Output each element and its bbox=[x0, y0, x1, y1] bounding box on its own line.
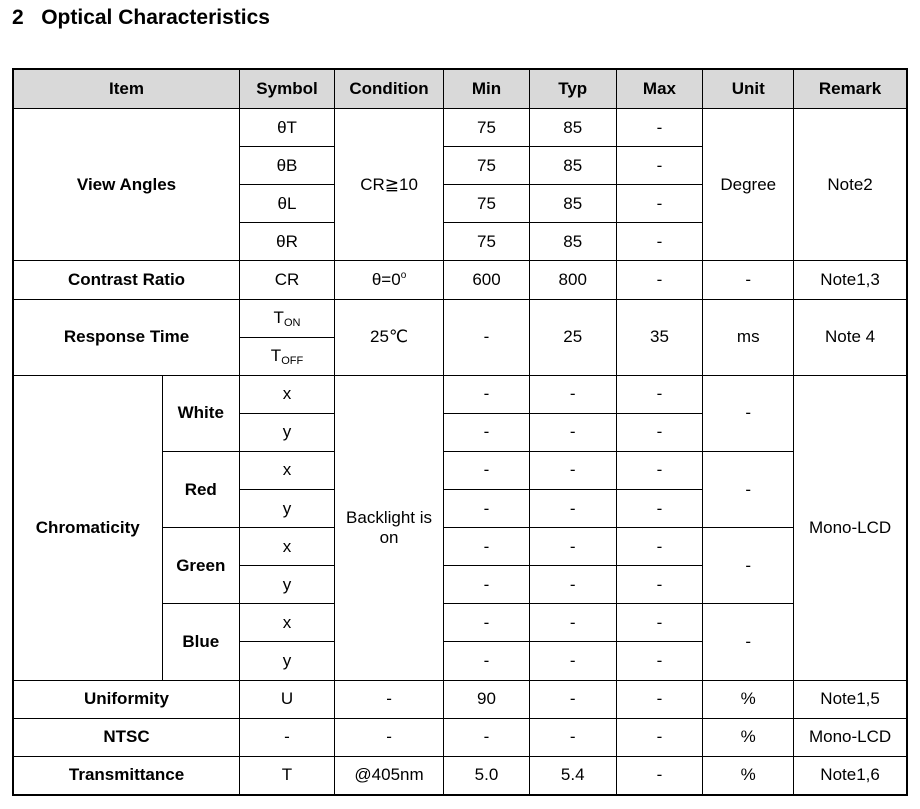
typ-cell: - bbox=[529, 528, 616, 566]
symbol-cell: x bbox=[240, 451, 335, 489]
typ-cell: - bbox=[529, 490, 616, 528]
chromaticity-condition: Backlight is on bbox=[334, 375, 443, 680]
symbol-subscript: ON bbox=[283, 316, 301, 329]
symbol-cell: y bbox=[240, 566, 335, 604]
transmittance-item: Transmittance bbox=[13, 756, 240, 795]
min-cell: 75 bbox=[444, 109, 530, 147]
header-remark: Remark bbox=[794, 69, 907, 109]
symbol-cell: θL bbox=[240, 185, 335, 223]
symbol-main: T bbox=[273, 307, 284, 327]
condition-text: θ=0 bbox=[371, 270, 401, 290]
min-cell: - bbox=[444, 604, 530, 642]
max-cell: - bbox=[616, 642, 703, 680]
min-cell: - bbox=[444, 642, 530, 680]
min-cell: 75 bbox=[444, 147, 530, 185]
typ-cell: - bbox=[529, 680, 616, 718]
section-title: Optical Characteristics bbox=[41, 6, 270, 29]
typ-cell: - bbox=[529, 566, 616, 604]
symbol-cell: CR bbox=[240, 261, 335, 299]
table-row bbox=[13, 756, 907, 795]
max-cell: - bbox=[616, 261, 703, 299]
max-cell: - bbox=[616, 604, 703, 642]
degree-superscript: o bbox=[400, 270, 407, 282]
typ-cell: 85 bbox=[529, 223, 616, 261]
remark-cell: Note1,3 bbox=[794, 261, 907, 299]
chromaticity-item: Chromaticity bbox=[13, 375, 162, 680]
condition-cell: - bbox=[334, 718, 443, 756]
max-cell: - bbox=[616, 451, 703, 489]
max-cell: - bbox=[616, 223, 703, 261]
symbol-cell: U bbox=[240, 680, 335, 718]
min-cell: 90 bbox=[444, 680, 530, 718]
symbol-cell: θR bbox=[240, 223, 335, 261]
min-cell: 75 bbox=[444, 223, 530, 261]
remark-cell: Mono-LCD bbox=[794, 718, 907, 756]
typ-cell: - bbox=[529, 718, 616, 756]
response-time-item: Response Time bbox=[13, 299, 240, 375]
symbol-main: T bbox=[270, 345, 282, 365]
uniformity-item: Uniformity bbox=[13, 680, 240, 718]
unit-cell: - bbox=[703, 375, 794, 451]
max-cell: - bbox=[616, 718, 703, 756]
max-cell: - bbox=[616, 413, 703, 451]
symbol-cell: y bbox=[240, 642, 335, 680]
view-angles-condition: CR≧10 bbox=[334, 109, 443, 261]
typ-cell: - bbox=[529, 413, 616, 451]
typ-cell: - bbox=[529, 451, 616, 489]
optical-characteristics-table bbox=[12, 68, 908, 796]
table-row bbox=[13, 109, 907, 147]
min-cell: - bbox=[444, 299, 530, 375]
view-angles-item: View Angles bbox=[13, 109, 240, 261]
max-cell: 35 bbox=[616, 299, 703, 375]
typ-cell: - bbox=[529, 604, 616, 642]
symbol-cell bbox=[240, 337, 335, 375]
unit-cell: ms bbox=[703, 299, 794, 375]
symbol-cell: θB bbox=[240, 147, 335, 185]
color-label-green: Green bbox=[162, 528, 240, 604]
max-cell: - bbox=[616, 147, 703, 185]
header-min: Min bbox=[444, 69, 530, 109]
ntsc-item: NTSC bbox=[13, 718, 240, 756]
max-cell: - bbox=[616, 185, 703, 223]
min-cell: - bbox=[444, 528, 530, 566]
max-cell: - bbox=[616, 680, 703, 718]
max-cell: - bbox=[616, 375, 703, 413]
symbol-cell: x bbox=[240, 604, 335, 642]
unit-cell: - bbox=[703, 528, 794, 604]
unit-cell: % bbox=[703, 756, 794, 795]
symbol-cell: y bbox=[240, 413, 335, 451]
symbol-cell: y bbox=[240, 490, 335, 528]
remark-cell: Note 4 bbox=[794, 299, 907, 375]
condition-cell: - bbox=[334, 680, 443, 718]
color-label-red: Red bbox=[162, 451, 240, 527]
min-cell: 600 bbox=[444, 261, 530, 299]
symbol-subscript: OFF bbox=[281, 354, 304, 367]
unit-cell: - bbox=[703, 261, 794, 299]
table-row bbox=[13, 299, 907, 337]
response-time-condition: 25℃ bbox=[334, 299, 443, 375]
max-cell: - bbox=[616, 756, 703, 795]
table-row bbox=[13, 718, 907, 756]
header-condition: Condition bbox=[334, 69, 443, 109]
condition-cell: @405nm bbox=[334, 756, 443, 795]
typ-cell: - bbox=[529, 642, 616, 680]
section-number: 2 bbox=[12, 6, 24, 29]
typ-cell: 85 bbox=[529, 185, 616, 223]
min-cell: - bbox=[444, 490, 530, 528]
max-cell: - bbox=[616, 490, 703, 528]
section-heading bbox=[12, 6, 270, 30]
typ-cell: 25 bbox=[529, 299, 616, 375]
view-angles-unit: Degree bbox=[703, 109, 794, 261]
max-cell: - bbox=[616, 566, 703, 604]
chromaticity-remark: Mono-LCD bbox=[794, 375, 907, 680]
typ-cell: 85 bbox=[529, 109, 616, 147]
table-row bbox=[13, 680, 907, 718]
contrast-ratio-item: Contrast Ratio bbox=[13, 261, 240, 299]
typ-cell: 85 bbox=[529, 147, 616, 185]
unit-cell: - bbox=[703, 451, 794, 527]
header-unit: Unit bbox=[703, 69, 794, 109]
contrast-ratio-condition bbox=[334, 261, 443, 299]
view-angles-remark: Note2 bbox=[794, 109, 907, 261]
typ-cell: 5.4 bbox=[529, 756, 616, 795]
remark-cell: Note1,5 bbox=[794, 680, 907, 718]
min-cell: - bbox=[444, 566, 530, 604]
unit-cell: % bbox=[703, 718, 794, 756]
header-symbol: Symbol bbox=[240, 69, 335, 109]
color-label-blue: Blue bbox=[162, 604, 240, 680]
color-label-white: White bbox=[162, 375, 240, 451]
unit-cell: % bbox=[703, 680, 794, 718]
max-cell: - bbox=[616, 528, 703, 566]
symbol-cell: x bbox=[240, 528, 335, 566]
symbol-cell: T bbox=[240, 756, 335, 795]
header-row bbox=[13, 69, 907, 109]
table-row bbox=[13, 375, 907, 413]
typ-cell: - bbox=[529, 375, 616, 413]
symbol-cell bbox=[240, 299, 335, 337]
symbol-cell: - bbox=[240, 718, 335, 756]
header-typ: Typ bbox=[529, 69, 616, 109]
min-cell: - bbox=[444, 413, 530, 451]
unit-cell: - bbox=[703, 604, 794, 680]
symbol-cell: x bbox=[240, 375, 335, 413]
min-cell: - bbox=[444, 375, 530, 413]
table-row bbox=[13, 261, 907, 299]
min-cell: 5.0 bbox=[444, 756, 530, 795]
remark-cell: Note1,6 bbox=[794, 756, 907, 795]
typ-cell: 800 bbox=[529, 261, 616, 299]
header-item: Item bbox=[13, 69, 240, 109]
min-cell: - bbox=[444, 451, 530, 489]
symbol-cell: θT bbox=[240, 109, 335, 147]
min-cell: 75 bbox=[444, 185, 530, 223]
max-cell: - bbox=[616, 109, 703, 147]
min-cell: - bbox=[444, 718, 530, 756]
header-max: Max bbox=[616, 69, 703, 109]
